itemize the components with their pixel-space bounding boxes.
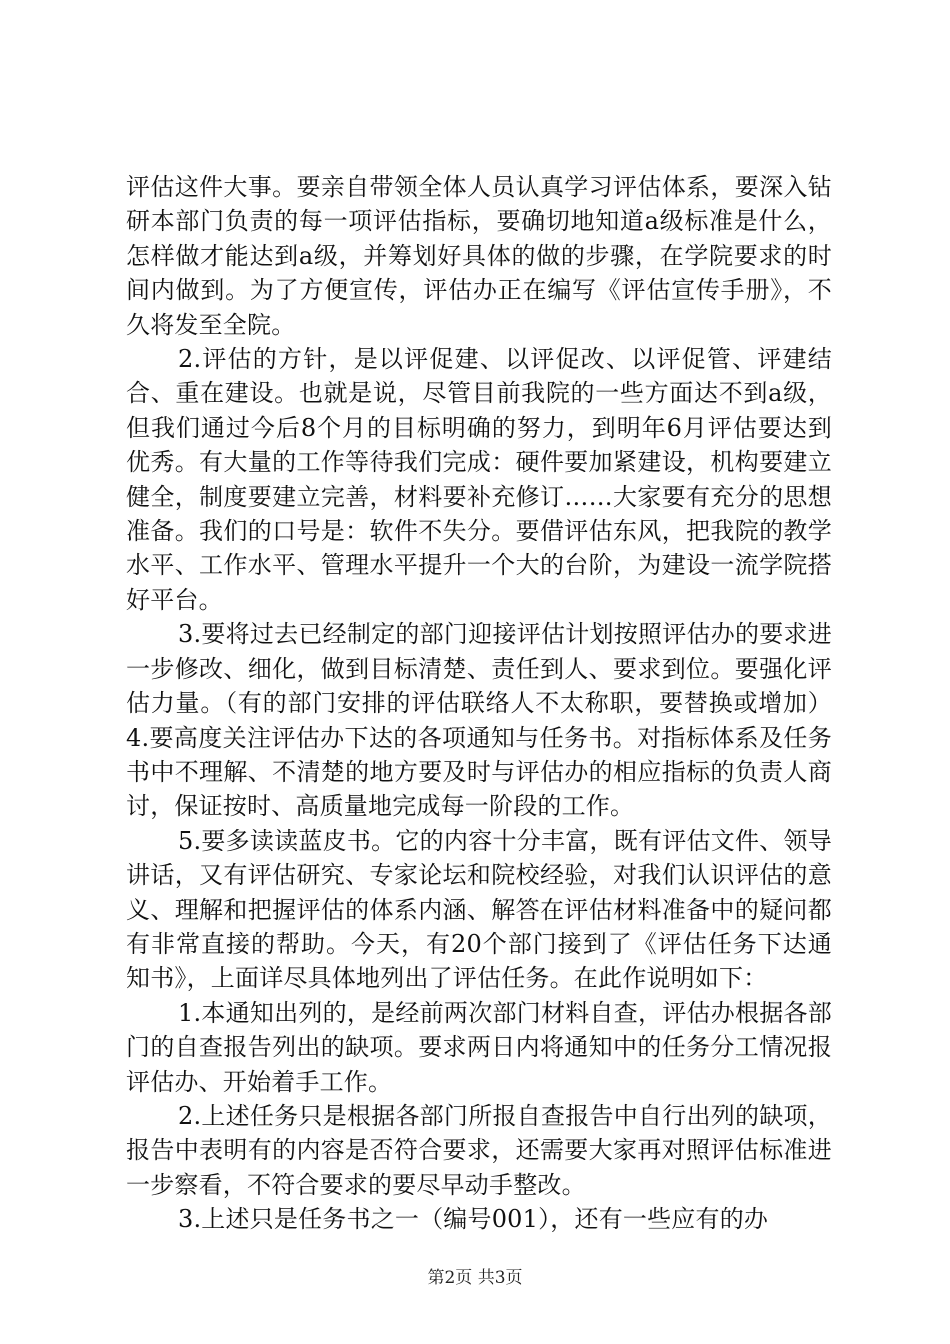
paragraph-item-2: 2.评估的方针，是以评促建、以评促改、以评促管、评建结合、重在建设。也就是说，尽管目前我院的一些方面达不到a级，但我们通过今后8个月的目标明确的努力，到明年6月评估要达到优秀。有大量的工作等待我们完成：硬件要加紧建设，机构要建立健全，制度要建立完善，材料要补充修订……大家要有充分的思想准备。我们的口号是：软件不失分。要借评估东风，把我院的教学水平、工作水平、管理水平提升一个大的台阶，为建设一流学院搭好平台。 — [126, 345, 832, 614]
page-number-label: 第2页 共3页 — [427, 1268, 523, 1288]
paragraph-note-1: 1.本通知出列的，是经前两次部门材料自查，评估办根据各部门的自查报告列出的缺项。要求两日内将通知中的任务分工情况报评估办、开始着手工作。 — [126, 998, 832, 1096]
paragraph-note-3: 3.上述只是任务书之一（编号001），还有一些应有的办 — [178, 1205, 769, 1234]
paragraph-continued: 评估这件大事。要亲自带领全体人员认真学习评估体系，要深入钻研本部门负责的每一项评估指标，要确切地知道a级标准是什么，怎样做才能达到a级，并筹划好具体的做的步骤，在学院要求的时间内做到。为了方便宣传，评估办正在编写《评估宣传手册》，不久将发至全院。 — [126, 173, 832, 339]
page-footer — [0, 1268, 950, 1288]
paragraph-note-2: 2.上述任务只是根据各部门所报自查报告中自行出列的缺项，报告中表明有的内容是否符合要求，还需要大家再对照评估标准进一步察看，不符合要求的要尽早动手整改。 — [126, 1101, 832, 1199]
paragraph-item-3: 3.要将过去已经制定的部门迎接评估计划按照评估办的要求进一步修改、细化，做到目标清楚、责任到人、要求到位。要强化评估力量。（有的部门安排的评估联络人不太称职，要替换或增加）4.要高度关注评估办下达的各项通知与任务书。对指标体系及任务书中不理解、不清楚的地方要及时与评估办的相应指标的负责人商讨，保证按时、高质量地完成每一阶段的工作。 — [126, 620, 832, 821]
document-body — [126, 170, 832, 1237]
paragraph-item-5: 5.要多读读蓝皮书。它的内容十分丰富，既有评估文件、领导讲话，又有评估研究、专家论坛和院校经验，对我们认识评估的意义、理解和把握评估的体系内涵、解答在评估材料准备中的疑问都有非常直接的帮助。今天，有20个部门接到了《评估任务下达通知书》，上面详尽具体地列出了评估任务。在此作说明如下： — [126, 826, 832, 993]
